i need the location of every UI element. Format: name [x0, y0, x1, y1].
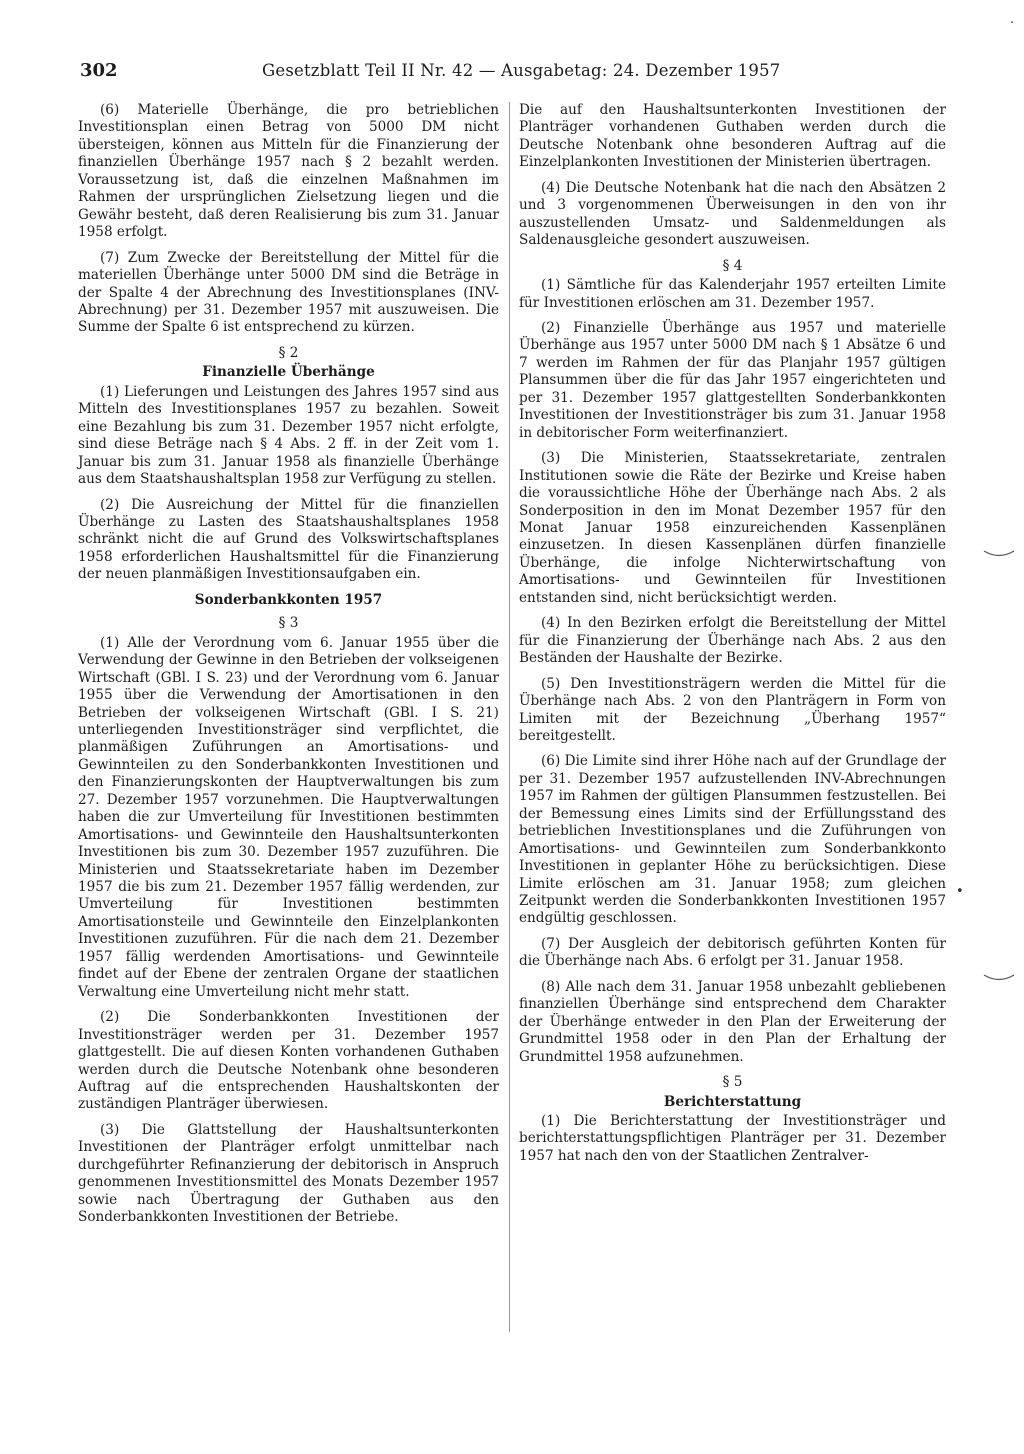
section-2-sign: § 2 — [278, 344, 299, 361]
left-column — [78, 102, 499, 1235]
section-2-title: Finanzielle Überhänge — [202, 364, 375, 381]
paragraph-1-6: (6) Materielle Überhänge, die pro betrieblichen Investitionsplan einen Betrag von 5000 DM nicht übersteigen, können aus Mitteln für die Finanzierung der finanziellen Überhänge 1957 nach § 2 bezahlt werden. Voraussetzung ist, daß die einzelnen Maßnahmen im Rahmen der ursprünglichen Zielsetzung liegen und die Gewähr besteht, daß deren Realisierung bis zum 31. Januar 1958 erfolgt. — [78, 102, 499, 241]
section-3-sign: § 3 — [278, 615, 299, 632]
heading-sonderbankkonten: Sonderbankkonten 1957 — [194, 591, 383, 608]
page-header — [80, 60, 960, 88]
paragraph-4-7: (7) Der Ausgleich der debitorisch geführten Konten für die Überhänge nach Abs. 6 erfolgt per 31. Januar 1958. — [519, 935, 946, 970]
paragraph-4-6: (6) Die Limite sind ihrer Höhe nach auf der Grundlage der per 31. Dezember 1957 aufzustellenden INV-Abrechnungen 1957 im Rahmen der gültigen Plansummen festzustellen. Bei der Bemessung eines Limits sind der Erfüllungsstand des betrieblichen Investitionsplanes und die Zuführungen von Amortisations- und Gewinnteilen zum Sonderbankkonto Investitionen in geplanter Höhe zu berücksichtigen. Diese Limite erlöschen am 31. Januar 1958; zum gleichen Zeitpunkt werden die Sonderbankkonten Investitionen 1957 endgültig geschlossen. — [519, 753, 946, 927]
paragraph-4-2: (2) Finanzielle Überhänge aus 1957 und materielle Überhänge aus 1957 unter 5000 DM nach § 1 Absätze 6 und 7 werden im Rahmen der für das Planjahr 1957 gültigen Plansummen über die für das Jahr 1957 eingerichteten und per 31. Dezember 1957 glattgestellten Sonderbankkonten Investitionen der Investitionsträger bis zum 31. Januar 1958 in debitorischer Form weiterfinanziert. — [519, 319, 946, 441]
paragraph-4-3: (3) Die Ministerien, Staatssekretariate, zentralen Institutionen sowie die Räte der Bezirke und Kreise haben die voraussichtliche Höhe der Überhänge nach Abs. 2 als Sonderposition in den im Monat Dezember 1957 für den Monat Januar 1958 einzureichenden Kassenplänen einzusetzen. In diesen Kassenplänen dürfen finanzielle Überhänge, die infolge Nichterwirtschaftung von Amortisations- und Gewinnteilen für Investitionen entstanden sind, nicht berücksichtigt werden. — [519, 450, 946, 606]
paragraph-3-3: (3) Die Glattstellung der Haushaltsunterkonten Investitionen der Planträger erfolgt unmittelbar nach durchgeführter Refinanzierung der debitorisch in Anspruch genommenen Investitionsmittel des Monats Dezember 1957 sowie nach Übertragung der Guthaben aus den Sonderbankkonten Investitionen der Betriebe. — [78, 1121, 499, 1226]
column-divider — [509, 102, 510, 1332]
scan-speck-mark: · — [1010, 16, 1015, 31]
section-4-sign: § 4 — [722, 257, 743, 274]
right-column — [519, 102, 946, 1173]
page-number: 302 — [80, 60, 118, 81]
paragraph-4-8: (8) Alle nach dem 31. Januar 1958 unbezahlt gebliebenen finanziellen Überhänge sind entsprechend dem Charakter der Überhänge entweder in den Plan der Erweiterung der Grundmittel 1958 oder in den Plan der Erhaltung der Grundmittel 1958 aufzunehmen. — [519, 978, 946, 1065]
section-5-title: Berichterstattung — [663, 1093, 802, 1110]
margin-arc-mark — [982, 548, 1016, 560]
paragraph-1-7: (7) Zum Zwecke der Bereitstellung der Mittel für die materiellen Überhänge unter 5000 DM sind die Beträge in der Spalte 4 der Abrechnung des Investitionsplanes (INV-Abrechnung) per 31. Dezember 1957 mit auszuweisen. Die Summe der Spalte 6 ist entsprechend zu kürzen. — [78, 249, 499, 336]
paragraph-3-4: (4) Die Deutsche Notenbank hat die nach den Absätzen 2 und 3 vorgenommenen Überweisungen in den von ihr auszustellenden Umsatz- und Saldenmeldungen als Saldenausgleiche gesondert auszuweisen. — [519, 179, 946, 249]
paragraph-3-3-continued: Die auf den Haushaltsunterkonten Investitionen der Planträger vorhandenen Guthaben werden durch die Deutsche Notenbank ohne besonderen Auftrag auf die Einzelplankonten Investitionen der Ministerien übertragen. — [519, 102, 946, 171]
scan-dot-mark: • — [956, 884, 964, 899]
paragraph-2-2: (2) Die Ausreichung der Mittel für die finanziellen Überhänge zu Lasten des Staatshaushaltsplanes 1958 schränkt nicht die auf Grund des Volkswirtschaftsplanes 1958 erforderlichen Haushaltsmittel für die Finanzierung der neuen planmäßigen Investitionsaufgaben ein. — [78, 496, 499, 583]
paragraph-5-1: (1) Die Berichterstattung der Investitionsträger und berichterstattungspflichtigen Planträger per 31. Dezember 1957 hat nach den von der Staatlichen Zentralver- — [519, 1113, 946, 1164]
paragraph-4-5: (5) Den Investitionsträgern werden die Mittel für die Überhänge nach Abs. 2 von den Planträgern in Form von Limiten mit der Bezeichnung „Überhang 1957“ bereitgestellt. — [519, 675, 946, 744]
paragraph-2-1: (1) Lieferungen und Leistungen des Jahres 1957 sind aus Mitteln des Investitionsplanes 1957 zu bezahlen. Soweit eine Bezahlung bis zum 31. Dezember 1957 nicht erfolgte, sind diese Beträge nach § 4 Abs. 2 ff. in der Zeit vom 1. Januar bis zum 31. Januar 1958 als finanzielle Überhänge aus dem Staatshaushaltsplan 1958 zur Verfügung zu stellen. — [78, 383, 499, 488]
margin-arc-mark-lower — [982, 972, 1016, 984]
paragraph-3-2: (2) Die Sonderbankkonten Investitionen der Investitionsträger werden per 31. Dezember 1957 glattgestellt. Die auf diesen Konten vorhandenen Guthaben werden durch die Deutsche Notenbank ohne besonderen Auftrag auf die entsprechenden Haushaltskonten der zuständigen Planträger überwiesen. — [78, 1009, 499, 1113]
gazette-header-title: Gesetzblatt Teil II Nr. 42 — Ausgabetag: 24. Dezember 1957 — [262, 61, 781, 80]
paragraph-4-4: (4) In den Bezirken erfolgt die Bereitstellung der Mittel für die Finanzierung der Überhänge nach Abs. 2 aus den Beständen der Haushalte der Bezirke. — [519, 615, 946, 667]
paragraph-3-1: (1) Alle der Verordnung vom 6. Januar 1955 über die Verwendung der Gewinne in den Betrieben der volkseigenen Wirtschaft (GBl. I S. 23) und der Verordnung vom 6. Januar 1955 über die Verwendung der Amortisationen in den Betrieben der volkseigenen Wirtschaft (GBl. I S. 21) unterliegenden Investitionsträger sind verpflichtet, die planmäßigen Zuführungen an Amortisations- und Gewinnteilen zu den Sonderbankkonten Investitionen und den Finanzierungskonten der Hauptverwaltungen bis zum 27. Dezember 1957 vorzunehmen. Die Hauptverwaltungen haben die zur Umverteilung für Investitionen bestimmten Amortisations- und Gewinnteile den Haushaltsunterkonten Investitionen bis zum 30. Dezember 1957 zuzuführen. Die Ministerien und Staatssekretariate haben im Dezember 1957 die bis zum 21. Dezember 1957 fällig werdenden, zur Umverteilung für Investitionen bestimmten Amortisationsteile und Gewinnteile den Einzelplankonten Investitionen zuzuführen. Für die nach dem 21. Dezember 1957 fällig werdenden Amortisations- und Gewinnteile findet auf der Ebene der zentralen Organe der staatlichen Verwaltung eine Umverteilung nicht mehr statt. — [78, 634, 499, 1000]
section-5-sign: § 5 — [722, 1074, 743, 1091]
paragraph-4-1: (1) Sämtliche für das Kalenderjahr 1957 erteilten Limite für Investitionen erlöschen am 31. Dezember 1957. — [519, 277, 946, 311]
